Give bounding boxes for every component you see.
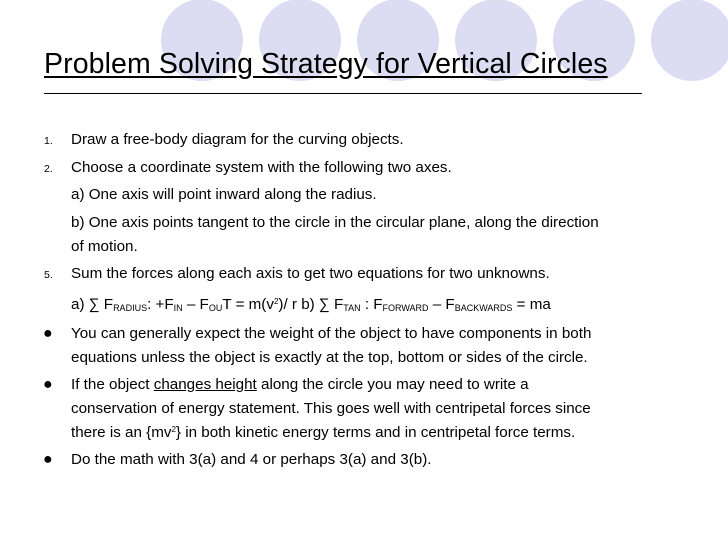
circle-6 — [651, 0, 728, 81]
step-number-1: 1. — [44, 135, 53, 147]
bullet-2-line2: conservation of energy statement. This goes well with centripetal forces since — [71, 400, 591, 417]
bullet-icon: ● — [43, 325, 53, 342]
step-5-text: Sum the forces along each axis to get two equations for two unknowns. — [71, 265, 550, 282]
step-2-sub-b-line1: b) One axis points tangent to the circle in the circular plane, along the direction — [71, 214, 599, 231]
step-2-sub-b-line2: of motion. — [71, 238, 138, 255]
bullet-3-line1: Do the math with 3(a) and 4 or perhaps 3(a) and 3(b). — [71, 451, 432, 468]
force-equation: a) ∑ $F_{RADIUS}$: $+F_{IN} - F_{OU}T = m(v^2)/$ r b) ∑ $F_{TAN}$ : $F_{FORWARD} - F_{BACKWARDS}$ = ma — [71, 296, 551, 313]
bullet-1-line1: You can generally expect the weight of the object to have components in both — [71, 325, 592, 342]
changes-height-underlined: changes height — [153, 376, 257, 393]
step-number-5: 5. — [44, 269, 53, 281]
bullet-icon: ● — [43, 376, 53, 393]
title-underline-rule — [44, 93, 642, 94]
bullet-icon: ● — [43, 451, 53, 468]
step-number-2: 2. — [44, 163, 53, 175]
bullet-1-line2: equations unless the object is exactly at the top, bottom or sides of the circle. — [71, 349, 588, 366]
bullet-2-line3: there is an $\{mv^2\}$ in both kinetic energy terms and in centripetal force terms. — [71, 424, 576, 441]
step-2-sub-a: a) One axis will point inward along the radius. — [71, 186, 377, 203]
bullet-2-line1: If the object changes height along the circle you may need to write a — [71, 376, 529, 393]
step-2-text: Choose a coordinate system with the following two axes. — [71, 159, 452, 176]
page-title: Problem Solving Strategy for Vertical Circles — [44, 48, 608, 80]
step-1-text: Draw a free-body diagram for the curving objects. — [71, 131, 404, 148]
